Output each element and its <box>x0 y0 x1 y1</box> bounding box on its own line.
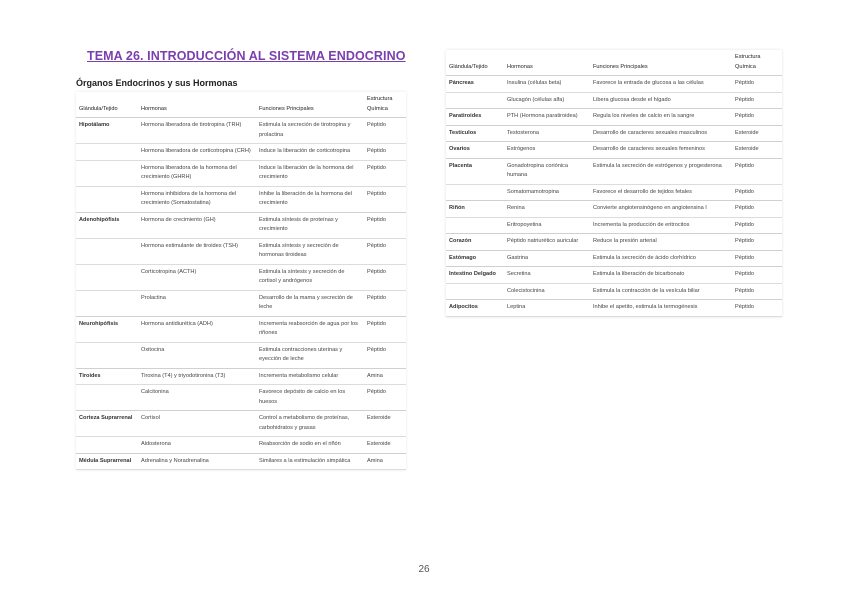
cell-structure: Esteroide <box>367 441 391 447</box>
cell-function: Estimula contracciones uterinas y eyección de leche <box>259 346 343 362</box>
cell-structure: Péptido <box>732 109 782 126</box>
cell-function: Favorece la entrada de glucosa a las células <box>590 76 732 93</box>
cell-gland: Placenta <box>446 158 504 184</box>
cell-gland <box>76 160 138 186</box>
cell-hormone: Oxitocina <box>141 346 165 353</box>
cell-gland: Corazón <box>446 234 504 251</box>
hormones-table-left <box>76 92 406 470</box>
table-row <box>446 125 782 142</box>
cell-gland: Riñón <box>446 201 504 218</box>
cell-gland <box>76 186 138 212</box>
table-row <box>76 437 406 454</box>
header-function: Funciones Principales <box>593 63 648 70</box>
table-row <box>446 217 782 234</box>
table-row <box>76 160 406 186</box>
cell-function: Induce la liberación de la hormona del crecimiento <box>259 164 354 180</box>
cell-function: Inhibe el apetito, estimula la termogénesis <box>590 300 732 317</box>
cell-gland <box>76 238 138 264</box>
cell-structure: Péptido <box>735 287 754 294</box>
cell-function: Reabsorción de sodio en el riñón <box>259 441 341 447</box>
table-row <box>76 316 406 342</box>
cell-function: Estimula síntesis de proteínas y crecimiento <box>256 212 364 238</box>
cell-function: Reduce la presión arterial <box>590 234 732 251</box>
cell-hormone: Gastrina <box>504 250 590 267</box>
table-row <box>76 411 406 437</box>
cell-hormone: Hormona liberadora de la hormona del crecimiento (GHRH) <box>141 164 237 180</box>
cell-structure: Péptido <box>364 316 406 342</box>
cell-hormone: Cortisol <box>138 411 256 437</box>
cell-gland: Estómago <box>446 250 504 267</box>
table-row <box>76 118 406 144</box>
cell-function: Estimula la secreción de tirotropina y prolactina <box>256 118 364 144</box>
cell-gland <box>76 437 138 454</box>
cell-function: Desarrollo de caracteres sexuales femeninos <box>590 142 732 159</box>
cell-structure: Péptido <box>367 268 386 275</box>
cell-structure: Péptido <box>732 234 782 251</box>
table-body-left <box>76 118 406 470</box>
cell-gland: Corteza Suprarrenal <box>76 411 138 437</box>
cell-structure: Amina <box>364 453 406 470</box>
header-function: Funciones Principales <box>259 105 314 112</box>
cell-function: Estimula la contracción de la vesícula biliar <box>593 287 700 294</box>
hormones-table-right <box>446 50 782 317</box>
cell-structure: Péptido <box>732 76 782 93</box>
cell-function: Estimula la secreción de estrógenos y progesterona <box>590 158 732 184</box>
cell-hormone: Corticotropina (ACTH) <box>141 268 197 275</box>
cell-function: Favorece el desarrollo de tejidos fetales <box>593 188 692 195</box>
cell-function: Estimula síntesis y secreción de hormonas tiroideas <box>259 242 339 258</box>
cell-function: Similares a la estimulación simpática <box>256 453 364 470</box>
table-row <box>446 250 782 267</box>
cell-gland <box>76 264 138 290</box>
cell-function: Control a metabolismo de proteínas, carbohidratos y grasas <box>256 411 364 437</box>
cell-hormone: Leptina <box>504 300 590 317</box>
table-header-row <box>446 50 782 76</box>
cell-function: Incrementa reabsorción de agua por los riñones <box>256 316 364 342</box>
section-subtitle: Órganos Endocrinos y sus Hormonas <box>76 78 238 88</box>
cell-hormone: Hormona inhibidora de la hormona del crecimiento (Somatostatina) <box>141 190 237 206</box>
cell-gland: Intestino Delgado <box>446 267 504 284</box>
page-number: 26 <box>418 564 430 575</box>
cell-gland: Testículos <box>446 125 504 142</box>
header-hormone: Hormonas <box>507 63 533 70</box>
cell-hormone: Gonadotropina coriónica humana <box>504 158 590 184</box>
cell-hormone: Prolactina <box>141 294 166 301</box>
table-row <box>76 453 406 470</box>
cell-structure: Péptido <box>732 300 782 317</box>
cell-hormone: Calcitonina <box>141 389 169 395</box>
cell-hormone: Adrenalina y Noradrenalina <box>138 453 256 470</box>
cell-function: Induce la liberación de corticotropina <box>259 148 351 154</box>
cell-hormone: Colecistocinina <box>507 287 545 294</box>
cell-function: Estimula la secreción de ácido clorhídrico <box>590 250 732 267</box>
cell-gland: Paratiroides <box>446 109 504 126</box>
table-row <box>446 92 782 109</box>
cell-function: Inhibe la liberación de la hormona del crecimiento <box>259 190 352 206</box>
cell-gland: Adipocitos <box>446 300 504 317</box>
cell-function: Convierte angiotensinógeno en angiotensina I <box>590 201 732 218</box>
page-title: TEMA 26. INTRODUCCIÓN AL SISTEMA ENDOCRINO <box>87 49 406 63</box>
cell-hormone: Somatomamotropina <box>507 188 559 195</box>
table-row <box>76 264 406 290</box>
cell-gland: Hipotálamo <box>76 118 138 144</box>
cell-function: Regula los niveles de calcio en la sangre <box>590 109 732 126</box>
header-structure: Estructura Química <box>735 54 761 70</box>
table-row <box>446 184 782 201</box>
cell-gland: Neurohipófisis <box>76 316 138 342</box>
cell-gland <box>76 342 138 368</box>
cell-gland <box>446 92 504 109</box>
cell-gland: Médula Suprarrenal <box>76 453 138 470</box>
cell-structure: Péptido <box>367 148 386 154</box>
cell-hormone: Hormona liberadora de corticotropina (CRH) <box>141 148 251 154</box>
cell-hormone: Péptido natriurético auricular <box>504 234 590 251</box>
cell-function: Incrementa la producción de eritrocitos <box>593 221 690 228</box>
cell-hormone: Glucagón (células alfa) <box>507 96 565 103</box>
table-row <box>446 76 782 93</box>
table-row <box>446 300 782 317</box>
table-row <box>76 144 406 161</box>
table-row <box>76 290 406 316</box>
cell-gland: Páncreas <box>446 76 504 93</box>
table-row <box>446 109 782 126</box>
cell-function: Estimula la síntesis y secreción de cortisol y andrógenos <box>259 268 345 284</box>
cell-structure: Péptido <box>732 250 782 267</box>
cell-structure: Péptido <box>367 164 386 171</box>
cell-gland <box>76 290 138 316</box>
table-row <box>446 283 782 300</box>
cell-hormone: Tiroxina (T4) y triyodotironina (T3) <box>138 368 256 385</box>
cell-structure: Péptido <box>732 267 782 284</box>
cell-structure: Péptido <box>735 188 754 195</box>
cell-structure: Péptido <box>732 158 782 184</box>
cell-hormone: Secretina <box>504 267 590 284</box>
cell-hormone: Hormona estimulante de tiroides (TSH) <box>141 242 238 249</box>
cell-structure: Péptido <box>364 212 406 238</box>
table-row <box>76 368 406 385</box>
cell-structure: Amina <box>364 368 406 385</box>
cell-function: Estimula la liberación de bicarbonato <box>590 267 732 284</box>
cell-gland <box>76 144 138 161</box>
cell-structure: Péptido <box>367 389 386 395</box>
table-row <box>76 342 406 368</box>
table-row <box>446 234 782 251</box>
cell-hormone: Estrógenos <box>504 142 590 159</box>
header-gland: Glándula/Tejido <box>449 63 488 70</box>
cell-hormone: Testosterona <box>504 125 590 142</box>
cell-gland <box>446 283 504 300</box>
cell-structure: Péptido <box>367 242 386 249</box>
cell-structure: Péptido <box>367 190 386 197</box>
table-row <box>446 142 782 159</box>
cell-hormone: Renina <box>504 201 590 218</box>
cell-function: Desarrollo de la mama y secreción de leche <box>259 294 353 310</box>
cell-structure: Esteroide <box>732 142 782 159</box>
table-row <box>446 201 782 218</box>
table-row <box>76 385 406 411</box>
cell-hormone: Hormona de crecimiento (GH) <box>138 212 256 238</box>
cell-structure: Péptido <box>364 118 406 144</box>
header-hormone: Hormonas <box>141 105 167 112</box>
header-structure: Estructura Química <box>367 96 393 112</box>
cell-structure: Péptido <box>367 346 386 353</box>
table-row <box>76 212 406 238</box>
table-row <box>446 267 782 284</box>
cell-gland <box>446 184 504 201</box>
cell-hormone: Eritropoyetina <box>507 221 542 228</box>
cell-function: Desarrollo de caracteres sexuales masculinos <box>590 125 732 142</box>
cell-gland <box>446 217 504 234</box>
cell-structure: Péptido <box>367 294 386 301</box>
cell-gland: Tiroides <box>76 368 138 385</box>
cell-gland: Adenohipófisis <box>76 212 138 238</box>
cell-structure: Péptido <box>735 221 754 228</box>
table-row <box>76 238 406 264</box>
cell-gland: Ovarios <box>446 142 504 159</box>
cell-hormone: Hormona liberadora de tirotropina (TRH) <box>138 118 256 144</box>
cell-hormone: Hormona antidiurética (ADH) <box>138 316 256 342</box>
cell-structure: Péptido <box>732 201 782 218</box>
cell-gland <box>76 385 138 411</box>
cell-hormone: Insulina (células beta) <box>504 76 590 93</box>
cell-function: Incrementa metabolismo celular <box>256 368 364 385</box>
table-body-right <box>446 76 782 317</box>
cell-structure: Péptido <box>735 96 754 103</box>
table-row <box>446 158 782 184</box>
cell-function: Libera glucosa desde el hígado <box>593 96 671 103</box>
table-header-row <box>76 92 406 118</box>
cell-function: Favorece depósito de calcio en los huesos <box>259 389 346 405</box>
cell-hormone: PTH (Hormona paratiroidea) <box>504 109 590 126</box>
cell-hormone: Aldosterona <box>141 441 171 447</box>
cell-structure: Esteroide <box>732 125 782 142</box>
header-gland: Glándula/Tejido <box>79 105 118 112</box>
table-row <box>76 186 406 212</box>
cell-structure: Esteroide <box>364 411 406 437</box>
